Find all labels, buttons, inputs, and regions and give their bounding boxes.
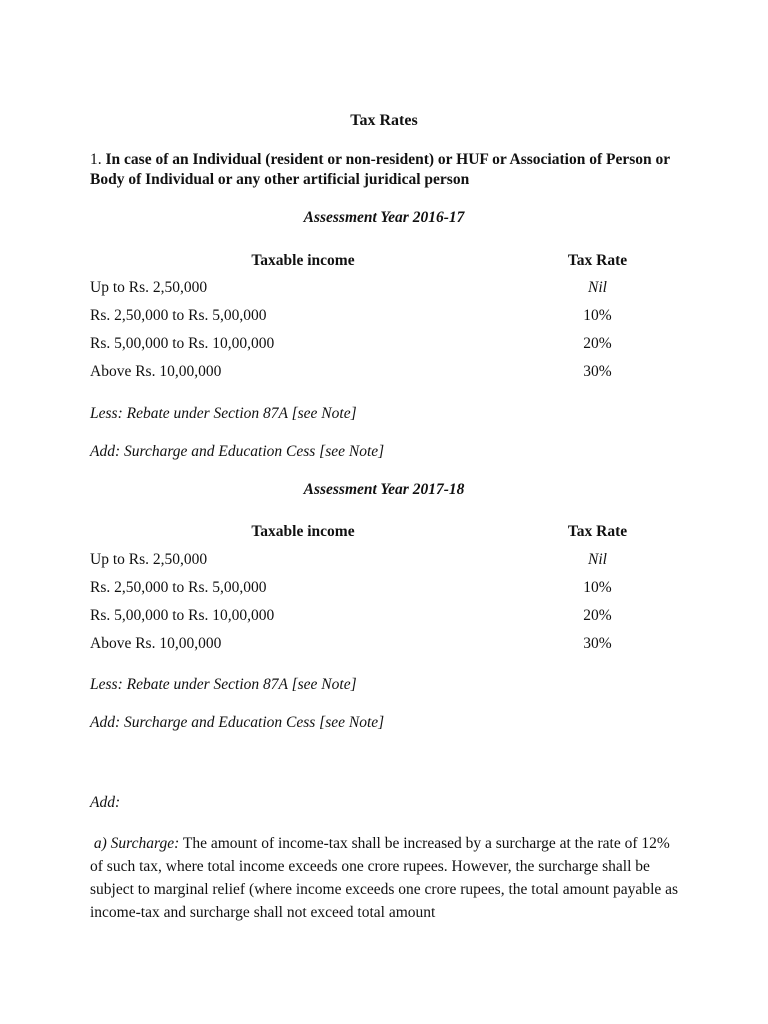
surcharge-note: Add: Surcharge and Education Cess [see Note]: [90, 714, 385, 731]
surcharge-label: a) Surcharge:: [93, 835, 180, 852]
assessment-year-heading: Assessment Year 2017-18: [303, 481, 465, 498]
rate-cell: 10%: [583, 579, 612, 596]
surcharge-text: The amount of income-tax shall be increased by a surcharge at the rate of 12% of such tax, where total income exceeds one crore rupees. However, the surcharge shall be subject to marginal relief (where income exceeds one crore rupees, the total amount payable as income-tax and surcharge shall not exceed total amount: [90, 835, 679, 921]
rate-cell: Nil: [588, 551, 607, 568]
income-cell: Rs. 5,00,000 to Rs. 10,00,000: [90, 607, 275, 624]
taxable-income-header: Taxable income: [251, 523, 355, 540]
income-cell: Rs. 2,50,000 to Rs. 5,00,000: [90, 579, 267, 596]
income-cell: Rs. 2,50,000 to Rs. 5,00,000: [90, 307, 267, 324]
page-title: Tax Rates: [350, 112, 418, 129]
tax-rate-header: Tax Rate: [567, 252, 628, 269]
taxable-income-header: Taxable income: [251, 252, 355, 269]
rebate-note: Less: Rebate under Section 87A [see Note]: [90, 676, 357, 693]
rate-cell: 20%: [583, 335, 612, 352]
assessment-year-heading: Assessment Year 2016-17: [303, 209, 465, 226]
rate-cell: 20%: [583, 607, 612, 624]
income-cell: Up to Rs. 2,50,000: [90, 279, 208, 296]
income-cell: Above Rs. 10,00,000: [90, 363, 222, 380]
section-heading: [90, 150, 690, 190]
add-heading: Add:: [90, 794, 121, 811]
rate-cell: Nil: [588, 279, 607, 296]
income-cell: Up to Rs. 2,50,000: [90, 551, 208, 568]
tax-rate-header: Tax Rate: [567, 523, 628, 540]
surcharge-note: Add: Surcharge and Education Cess [see Note]: [90, 443, 385, 460]
rate-cell: 30%: [583, 363, 612, 380]
section-heading-text: In case of an Individual (resident or non-resident) or HUF or Association of Person or Body of Individual or any other artificial juridical person: [90, 151, 670, 188]
rebate-note: Less: Rebate under Section 87A [see Note]: [90, 405, 357, 422]
income-cell: Rs. 5,00,000 to Rs. 10,00,000: [90, 335, 275, 352]
surcharge-paragraph: [90, 832, 680, 924]
income-cell: Above Rs. 10,00,000: [90, 635, 222, 652]
rate-cell: 30%: [583, 635, 612, 652]
rate-cell: 10%: [583, 307, 612, 324]
section-number: 1.: [90, 151, 102, 168]
